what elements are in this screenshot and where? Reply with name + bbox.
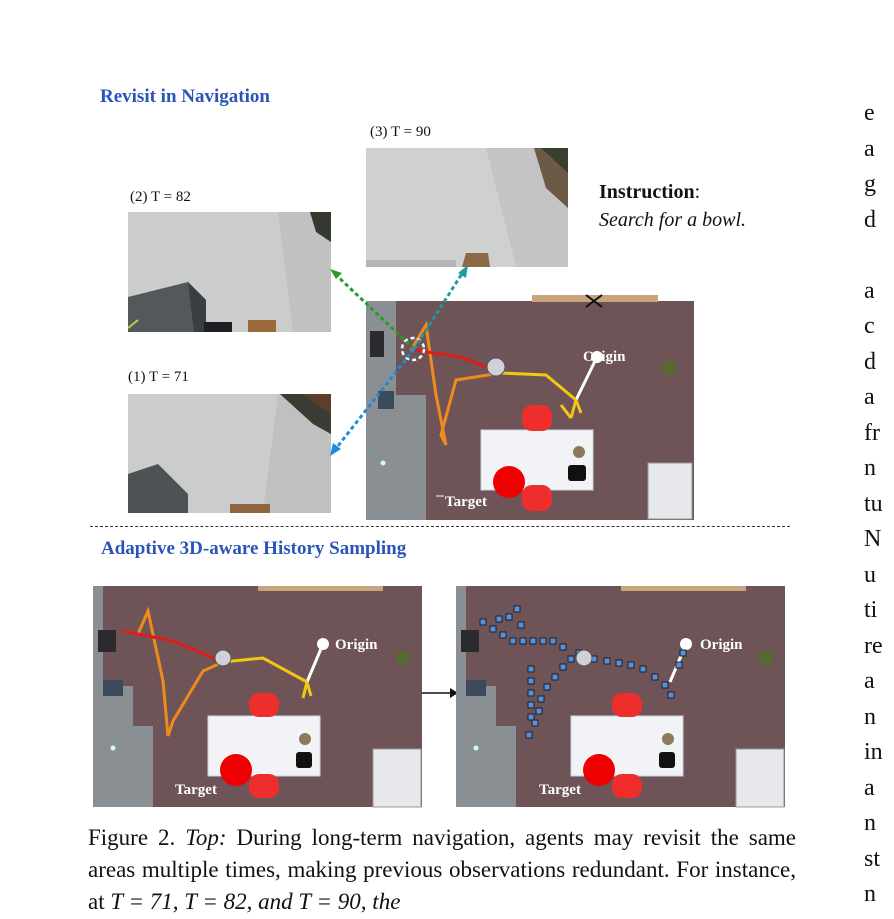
right-col-line: n	[864, 703, 876, 730]
right-col-line: in	[864, 739, 883, 765]
right-col-line: n	[864, 881, 876, 907]
right-col-line: a	[864, 668, 875, 694]
right-col-line: d	[864, 348, 876, 375]
instruction-box: Instruction: Search for a bowl.	[599, 181, 747, 231]
right-col-line: a	[864, 384, 875, 410]
frame-connector-arrows	[320, 255, 480, 465]
caption-text: During long-term navigation, agents may revisit the same areas multiple times, making previous observations redundant. For instance, at	[88, 825, 797, 914]
bottom-section-title: Adaptive 3D-aware History Sampling	[101, 538, 407, 559]
transform-arrow	[420, 686, 460, 700]
observation-frame-t90	[366, 148, 568, 267]
figure-caption	[88, 822, 796, 918]
right-col-line: n	[864, 810, 876, 836]
right-col-line: a	[864, 277, 875, 304]
right-col-line: n	[864, 455, 876, 481]
right-col-line: fr	[864, 419, 880, 446]
right-col-line: c	[864, 313, 875, 339]
right-col-line: g	[864, 171, 876, 197]
right-col-line: u	[864, 561, 876, 588]
observation-frame-t71	[128, 394, 331, 513]
right-col-line: d	[864, 206, 876, 233]
right-col-line: a	[864, 135, 875, 162]
section-divider	[90, 526, 790, 527]
top-origin-label: Origin	[583, 349, 626, 365]
right-col-line: re	[864, 632, 883, 659]
bottom-right-target-label: Target	[539, 782, 581, 798]
bottom-right-origin-label: Origin	[700, 637, 743, 653]
right-col-line: tu	[864, 490, 883, 517]
caption-prefix: Figure 2.	[88, 825, 176, 850]
caption-top-label: Top:	[185, 825, 227, 850]
frame-label-t82: (2) T = 82	[130, 189, 191, 205]
instruction-heading: Instruction	[599, 181, 695, 203]
frame-label-t71: (1) T = 71	[128, 369, 189, 385]
bottom-left-map	[93, 586, 422, 807]
right-column-text	[864, 96, 894, 913]
right-col-line: a	[864, 774, 875, 801]
observation-frame-t82	[128, 212, 331, 332]
right-col-line: e	[864, 100, 875, 126]
frame-label-t90: (3) T = 90	[370, 124, 431, 140]
bottom-right-map	[456, 586, 785, 807]
top-target-label: Target	[445, 494, 487, 510]
right-col-line	[864, 238, 894, 274]
bottom-left-target-label: Target	[175, 782, 217, 798]
right-col-line: st	[864, 845, 881, 872]
right-col-line: ti	[864, 597, 878, 623]
right-col-line: N	[864, 526, 882, 552]
instruction-text: Search for a bowl.	[599, 209, 747, 231]
bottom-left-origin-label: Origin	[335, 637, 378, 653]
caption-math: T = 71, T = 82, and T = 90, the	[110, 889, 401, 914]
top-section-title: Revisit in Navigation	[100, 86, 270, 107]
